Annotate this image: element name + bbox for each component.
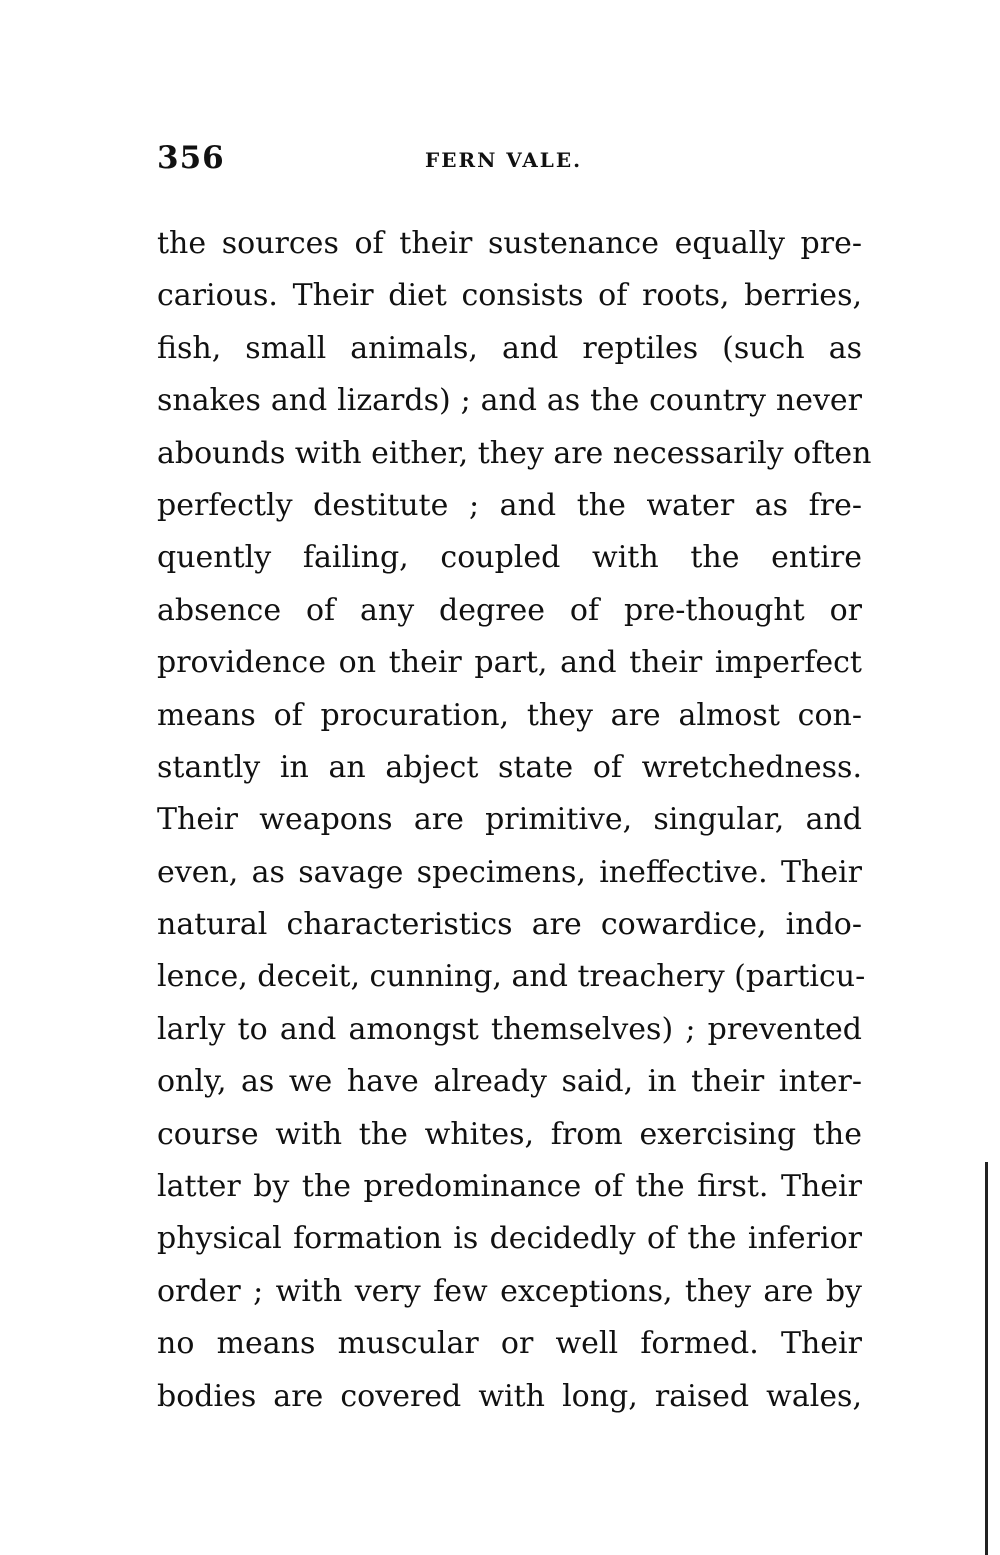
- text-line: snakes and lizards) ; and as the country never: [157, 383, 862, 419]
- text-line: means of procuration, they are almost con-: [157, 697, 862, 733]
- text-line: stantly in an abject state of wretchedness.: [157, 749, 862, 785]
- text-line: course with the whites, from exercising the: [157, 1116, 862, 1152]
- text-line: physical formation is decidedly of the inferior: [157, 1221, 862, 1257]
- text-line: no means muscular or well formed. Their: [157, 1326, 862, 1362]
- text-line: lence, deceit, cunning, and treachery (particu-: [157, 959, 866, 995]
- text-line: providence on their part, and their imperfect: [157, 645, 862, 681]
- text-line: larly to and amongst themselves) ; prevented: [157, 1011, 862, 1047]
- text-line: bodies are covered with long, raised wales,: [157, 1378, 862, 1414]
- page-edge-rule: [985, 1162, 988, 1555]
- text-line: natural characteristics are cowardice, indo-: [157, 907, 862, 943]
- text-line: fish, small animals, and reptiles (such as: [157, 330, 862, 366]
- running-head: [157, 140, 862, 180]
- text-line: carious. Their diet consists of roots, berries,: [157, 278, 862, 314]
- text-line: even, as savage specimens, ineffective. Their: [157, 854, 862, 890]
- text-line: quently failing, coupled with the entire: [157, 540, 862, 576]
- running-title: FERN VALE.: [425, 148, 583, 172]
- page-number: 356: [157, 140, 225, 176]
- text-line: latter by the predominance of the first. Their: [157, 1169, 862, 1205]
- text-line: the sources of their sustenance equally pre-: [157, 226, 862, 261]
- text-line: order ; with very few exceptions, they are by: [157, 1273, 862, 1309]
- text-line: only, as we have already said, in their inter-: [157, 1064, 862, 1100]
- text-line: perfectly destitute ; and the water as fre-: [157, 487, 862, 523]
- text-line: abounds with either, they are necessarily often: [157, 435, 872, 471]
- body-text: [157, 218, 872, 1423]
- text-line: absence of any degree of pre-thought or: [157, 592, 862, 628]
- text-line: Their weapons are primitive, singular, and: [157, 802, 862, 838]
